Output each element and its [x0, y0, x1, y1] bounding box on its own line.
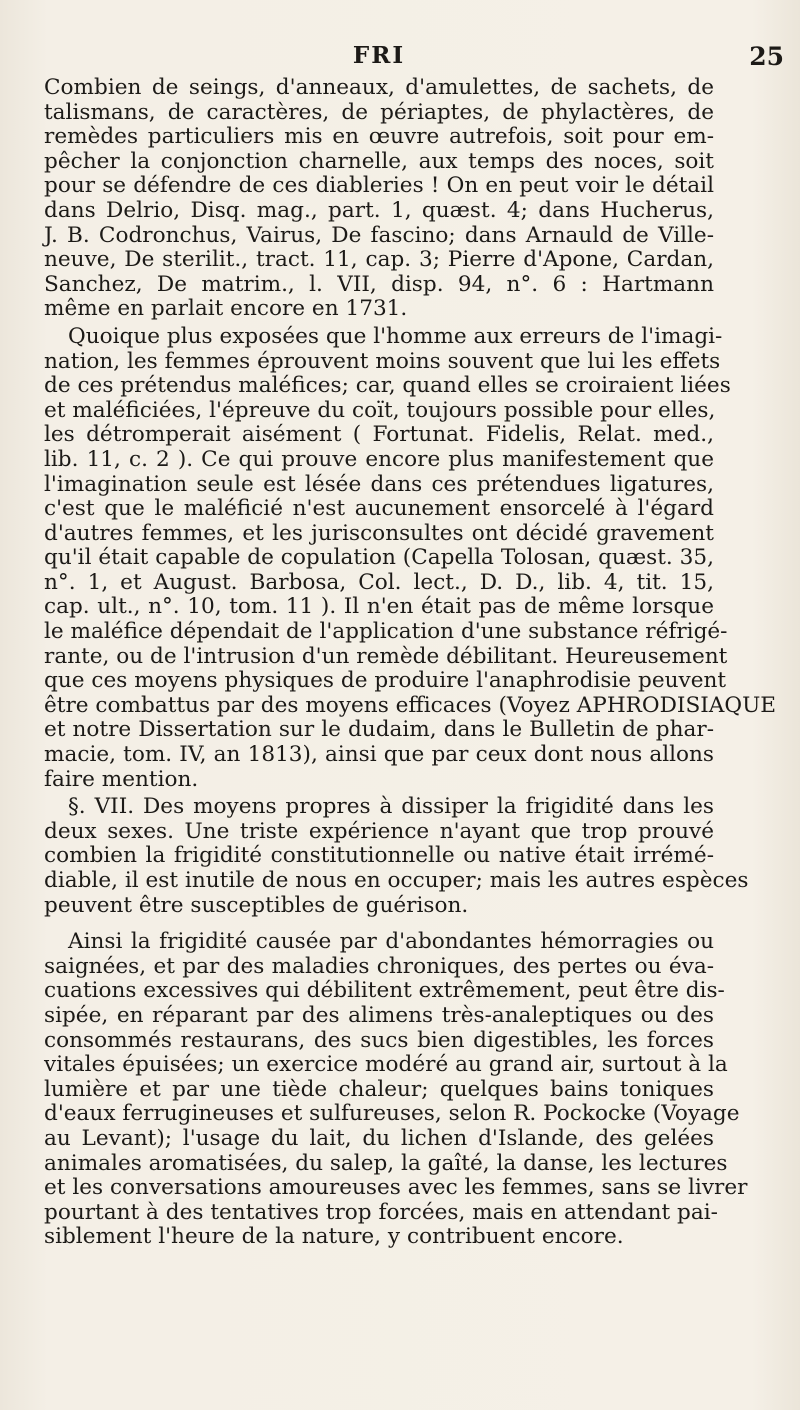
text-line: qu'il était capable de copulation (Capella Tolosan, quæst. 35,	[44, 545, 714, 571]
text-line: cap. ult., n°. 10, tom. 11 ). Il n'en était pas de même lorsque	[44, 594, 714, 620]
body-text	[44, 75, 777, 1250]
text-line: Combien de seings, d'anneaux, d'amulettes, de sachets, de	[44, 75, 714, 100]
text-line: dans Delrio, Disq. mag., part. 1, quæst. 4; dans Hucherus,	[44, 197, 714, 223]
text-line: macie, tom. IV, an 1813), ainsi que par ceux dont nous allons	[44, 742, 714, 768]
page-number: 25	[749, 42, 784, 71]
text-line: vitales épuisées; un exercice modéré au grand air, surtout à la	[44, 1052, 728, 1078]
text-line: deux sexes. Une triste expérience n'ayant que trop prouvé	[44, 818, 714, 844]
text-line: pour se défendre de ces diableries ! On en peut voir le détail	[44, 173, 714, 199]
text-line: talismans, de caractères, de périaptes, de phylactères, de	[44, 99, 714, 125]
text-line: les détromperait aisément ( Fortunat. Fidelis, Relat. med.,	[44, 422, 714, 448]
text-line: lumière et par une tiède chaleur; quelques bains toniques	[44, 1076, 714, 1102]
text-line: neuve, De sterilit., tract. 11, cap. 3; Pierre d'Apone, Cardan,	[44, 247, 714, 273]
text-line: sipée, en réparant par des alimens très-analeptiques ou des	[44, 1002, 714, 1028]
text-line: combien la frigidité constitutionnelle ou native était irrémé-	[44, 843, 714, 869]
text-line: consommés restaurans, des sucs bien digestibles, les forces	[44, 1027, 714, 1053]
text-line: même en parlait encore en 1731.	[44, 296, 408, 322]
running-head: FRI	[352, 42, 406, 69]
text-line: d'eaux ferrugineuses et sulfureuses, selon R. Pockocke (Voyage	[44, 1101, 740, 1127]
text-line: rante, ou de l'intrusion d'un remède débilitant. Heureusement	[44, 643, 728, 669]
page-header	[44, 42, 784, 78]
text-line: cuations excessives qui débilitent extrêmement, peut être dis-	[44, 978, 725, 1004]
text-line: n°. 1, et August. Barbosa, Col. lect., D. D., lib. 4, tit. 15,	[44, 569, 714, 595]
text-line: d'autres femmes, et les jurisconsultes ont décidé gravement	[44, 520, 714, 546]
text-line: diable, il est inutile de nous en occuper; mais les autres espèces	[44, 868, 749, 893]
text-line: pêcher la conjonction charnelle, aux temps des noces, soit	[44, 148, 714, 174]
text-line: saignées, et par des maladies chroniques, des pertes ou éva-	[44, 953, 714, 979]
section-heading-line: §. VII. Des moyens propres à dissiper la frigidité dans les	[68, 794, 714, 820]
text-line: être combattus par des moyens efficaces (Voyez APHRODISIAQUE	[44, 692, 777, 718]
text-line: remèdes particuliers mis en œuvre autrefois, soit pour em-	[44, 124, 714, 150]
text-line: siblement l'heure de la nature, y contribuent encore.	[44, 1224, 624, 1250]
text-line: l'imagination seule est lésée dans ces prétendues ligatures,	[44, 471, 714, 497]
text-line: pourtant à des tentatives trop forcées, mais en attendant pai-	[44, 1199, 718, 1225]
text-line: Quoique plus exposées que l'homme aux erreurs de l'imagi-	[68, 323, 723, 349]
text-line: au Levant); l'usage du lait, du lichen d'Islande, des gelées	[44, 1125, 714, 1151]
text-line: le maléfice dépendait de l'application d'une substance réfrigé-	[44, 619, 728, 645]
text-line: que ces moyens physiques de produire l'anaphrodisie peuvent	[44, 668, 727, 694]
text-line: de ces prétendus maléfices; car, quand elles se croiraient liées	[44, 373, 731, 399]
text-line: et maléficiées, l'épreuve du coït, toujours possible pour elles,	[44, 397, 716, 423]
paragraph	[44, 794, 749, 918]
paragraph	[44, 929, 748, 1250]
text-line: et notre Dissertation sur le dudaim, dans le Bulletin de phar-	[44, 717, 714, 743]
text-line: c'est que le maléficié n'est aucunement ensorcelé à l'égard	[44, 496, 714, 522]
paragraph	[44, 323, 777, 792]
text-line: nation, les femmes éprouvent moins souvent que lui les effets	[44, 348, 721, 374]
text-line: animales aromatisées, du salep, la gaîté, la danse, les lectures	[44, 1150, 728, 1176]
text-line: faire mention.	[44, 766, 199, 792]
text-line: peuvent être susceptibles de guérison.	[44, 892, 469, 918]
text-line: lib. 11, c. 2 ). Ce qui prouve encore plus manifestement que	[44, 446, 714, 472]
text-line: J. B. Codronchus, Vairus, De fascino; dans Arnauld de Ville-	[44, 222, 714, 248]
text-line: Ainsi la frigidité causée par d'abondantes hémorragies ou	[68, 929, 714, 955]
paragraph	[44, 76, 714, 322]
text-line: et les conversations amoureuses avec les femmes, sans se livrer	[44, 1175, 748, 1201]
text-line: Sanchez, De matrim., l. VII, disp. 94, n°. 6 : Hartmann	[44, 271, 714, 297]
